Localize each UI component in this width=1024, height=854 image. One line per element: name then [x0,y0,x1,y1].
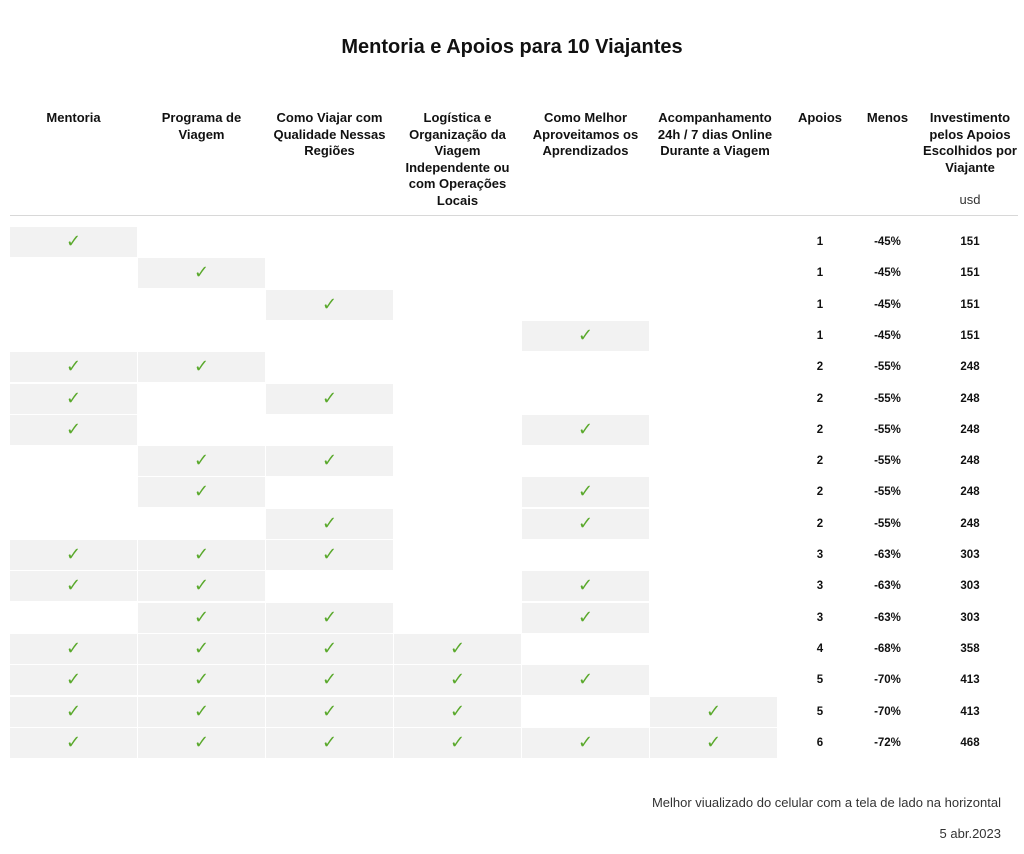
investimento-value: 248 [960,423,980,436]
checkmark-icon: ✓ [321,512,338,534]
header-logistica: Logística e Organização da Viagem Independente ou com Operações Locais [405,110,510,208]
check-cell [10,384,137,414]
table-row [10,290,1020,320]
check-cell [138,728,265,758]
apoios-value: 2 [816,486,824,499]
check-cell [522,509,649,539]
apoios-value: 6 [816,736,824,749]
apoios-value: 4 [816,642,824,655]
table-row [10,728,1020,758]
check-cell [650,665,777,695]
table-row [10,571,1020,601]
check-cell [266,290,393,320]
check-cell [650,634,777,664]
table-row [10,634,1020,664]
checkmark-icon: ✓ [577,606,594,628]
check-cell [650,446,777,476]
check-cell [10,227,137,257]
checkmark-icon: ✓ [65,575,82,597]
check-cell [522,697,649,727]
table-row [10,227,1020,257]
investimento-value: 151 [960,267,980,280]
checkmark-icon: ✓ [193,637,210,659]
check-cell [522,415,649,445]
checkmark-icon: ✓ [193,481,210,503]
check-cell [394,509,521,539]
footer-note: Melhor viualizado do celular com a tela de lado na horizontal [651,795,1001,810]
check-cell [650,540,777,570]
table-row [10,509,1020,539]
check-cell [266,258,393,288]
check-cell [394,603,521,633]
checkmark-icon: ✓ [65,356,82,378]
apoios-value: 3 [816,549,824,561]
check-cell [266,697,393,727]
table-row [10,258,1020,288]
check-cell [522,384,649,414]
check-cell [522,571,649,601]
table-row [10,540,1020,570]
check-cell [522,540,649,570]
check-cell [266,477,393,507]
header-apoios: Apoios [797,110,843,125]
check-cell [394,227,521,257]
check-cell [10,540,137,570]
apoios-value: 5 [816,705,824,718]
check-cell [522,634,649,664]
check-cell [650,290,777,320]
check-cell [394,446,521,476]
check-cell [650,321,777,351]
check-cell [394,697,521,727]
check-cell [138,477,265,507]
check-cell [522,603,649,633]
checkmark-icon: ✓ [321,387,338,409]
menos-value: -45% [874,236,901,248]
check-cell [394,571,521,601]
check-cell [138,321,265,351]
table-row [10,352,1020,382]
check-cell [138,290,265,320]
check-cell [138,446,265,476]
checkmark-icon: ✓ [705,731,722,753]
menos-value: -55% [874,486,901,499]
check-cell [10,446,137,476]
check-cell [10,321,137,351]
checkmark-icon: ✓ [577,324,594,346]
header-investimento: Investimento pelos Apoios Escolhidos por Viajante [923,110,1017,175]
checkmark-icon: ✓ [193,356,210,378]
investimento-value: 151 [960,236,980,248]
check-cell [138,415,265,445]
check-cell [138,603,265,633]
check-cell [10,665,137,695]
check-cell [138,571,265,601]
table-row [10,603,1020,633]
checkmark-icon: ✓ [321,637,338,659]
checkmark-icon: ✓ [65,637,82,659]
header-menos: Menos [866,110,909,125]
checkmark-icon: ✓ [65,669,82,691]
check-cell [394,321,521,351]
check-cell [650,509,777,539]
check-cell [522,446,649,476]
checkmark-icon: ✓ [321,544,338,565]
menos-value: -70% [874,705,901,718]
apoios-value: 5 [816,674,824,687]
checkmark-icon: ✓ [449,669,466,691]
apoios-value: 2 [816,455,824,468]
table-row [10,321,1020,351]
check-cell [522,352,649,382]
check-cell [266,446,393,476]
checkmark-icon: ✓ [449,700,466,722]
investimento-value: 303 [960,580,980,593]
menos-value: -70% [874,674,901,687]
header-acompanhamento: Acompanhamento 24h / 7 dias Online Durante a Viagem [657,110,773,158]
check-cell [10,697,137,727]
check-cell [10,571,137,601]
check-cell [138,634,265,664]
check-cell [266,540,393,570]
checkmark-icon: ✓ [577,512,594,534]
checkmark-icon: ✓ [321,700,338,722]
checkmark-icon: ✓ [65,231,82,252]
check-cell [10,728,137,758]
menos-value: -63% [874,580,901,593]
menos-value: -45% [874,298,901,311]
apoios-value: 1 [816,236,824,248]
page-title: Mentoria e Apoios para 10 Viajantes [341,36,683,58]
check-cell [394,477,521,507]
checkmark-icon: ✓ [65,731,82,753]
check-cell [522,258,649,288]
checkmark-icon: ✓ [193,700,210,722]
check-cell [266,352,393,382]
check-cell [394,384,521,414]
check-cell [394,665,521,695]
check-cell [650,384,777,414]
apoios-value: 2 [816,423,824,436]
check-cell [10,603,137,633]
checkmark-icon: ✓ [193,575,210,597]
menos-value: -55% [874,392,901,405]
menos-value: -45% [874,267,901,280]
table-row [10,665,1020,695]
check-cell [522,728,649,758]
menos-value: -55% [874,361,901,374]
check-cell [650,258,777,288]
investimento-value: 358 [960,642,980,655]
check-cell [394,352,521,382]
investimento-value: 303 [960,611,980,624]
check-cell [394,634,521,664]
check-cell [138,352,265,382]
checkmark-icon: ✓ [449,731,466,753]
table-row [10,697,1020,727]
check-cell [10,634,137,664]
check-cell [10,258,137,288]
checkmark-icon: ✓ [65,700,82,722]
checkmark-icon: ✓ [321,731,338,753]
check-cell [266,603,393,633]
checkmark-icon: ✓ [65,544,82,565]
header-aprendizados: Como Melhor Aproveitamos os Aprendizados [532,110,639,158]
checkmark-icon: ✓ [321,450,338,472]
apoios-value: 1 [816,267,824,280]
checkmark-icon: ✓ [65,418,82,440]
check-cell [138,258,265,288]
check-cell [10,290,137,320]
check-cell [266,571,393,601]
check-cell [266,728,393,758]
check-cell [394,540,521,570]
check-cell [266,227,393,257]
check-cell [266,415,393,445]
checkmark-icon: ✓ [193,731,210,753]
checkmark-icon: ✓ [321,669,338,691]
check-cell [522,477,649,507]
check-cell [522,290,649,320]
investimento-value: 151 [960,329,980,342]
menos-value: -45% [874,329,901,342]
check-cell [394,258,521,288]
investimento-value: 413 [960,674,980,687]
checkmark-icon: ✓ [577,669,594,691]
table-row [10,415,1020,445]
apoios-value: 2 [816,392,824,405]
check-cell [10,352,137,382]
check-cell [394,415,521,445]
menos-value: -68% [874,642,901,655]
check-cell [266,384,393,414]
checkmark-icon: ✓ [577,418,594,440]
checkmark-icon: ✓ [577,575,594,597]
investimento-value: 248 [960,361,980,374]
table-row [10,477,1020,507]
menos-value: -72% [874,736,901,749]
check-cell [266,509,393,539]
table-row [10,446,1020,476]
checkmark-icon: ✓ [577,481,594,503]
checkmark-icon: ✓ [705,700,722,722]
checkmark-icon: ✓ [577,731,594,753]
checkmark-icon: ✓ [321,606,338,628]
investimento-value: 248 [960,455,980,468]
apoios-value: 2 [816,517,824,530]
check-cell [650,603,777,633]
menos-value: -55% [874,455,901,468]
checkmark-icon: ✓ [321,293,338,315]
check-cell [138,509,265,539]
check-cell [138,697,265,727]
check-cell [394,290,521,320]
investimento-value: 248 [960,486,980,499]
footer-date: 5 abr.2023 [939,826,1001,841]
menos-value: -63% [874,611,901,624]
check-cell [650,352,777,382]
table-row [10,384,1020,414]
check-cell [10,477,137,507]
investimento-value: 413 [960,705,980,718]
apoios-value: 2 [816,361,824,374]
investimento-value: 468 [960,736,980,749]
check-cell [266,634,393,664]
checkmark-icon: ✓ [193,606,210,628]
check-cell [10,509,137,539]
apoios-value: 1 [816,298,824,311]
check-cell [650,227,777,257]
check-cell [650,571,777,601]
apoios-value: 3 [816,611,824,624]
checkmark-icon: ✓ [193,262,210,284]
check-cell [650,728,777,758]
apoios-value: 1 [816,329,824,342]
check-cell [10,415,137,445]
check-cell [522,227,649,257]
currency-unit: usd [959,192,981,207]
apoios-value: 3 [816,580,824,593]
check-cell [522,321,649,351]
check-cell [650,477,777,507]
checkmark-icon: ✓ [65,387,82,409]
check-cell [650,415,777,445]
check-cell [138,540,265,570]
header-mentoria: Mentoria [46,110,101,125]
check-cell [138,227,265,257]
investimento-value: 248 [960,517,980,530]
check-cell [394,728,521,758]
header-programa: Programa de Viagem [161,110,242,142]
check-cell [650,697,777,727]
check-cell [266,321,393,351]
check-cell [138,384,265,414]
investimento-value: 303 [960,549,980,561]
investimento-value: 151 [960,298,980,311]
menos-value: -63% [874,549,901,561]
checkmark-icon: ✓ [449,637,466,659]
checkmark-icon: ✓ [193,450,210,472]
checkmark-icon: ✓ [193,669,210,691]
investimento-value: 248 [960,392,980,405]
header-divider [10,215,1018,216]
check-cell [522,665,649,695]
check-cell [266,665,393,695]
menos-value: -55% [874,423,901,436]
header-qualidade: Como Viajar com Qualidade Nessas Regiões [273,110,386,158]
check-cell [138,665,265,695]
menos-value: -55% [874,517,901,530]
checkmark-icon: ✓ [193,544,210,565]
